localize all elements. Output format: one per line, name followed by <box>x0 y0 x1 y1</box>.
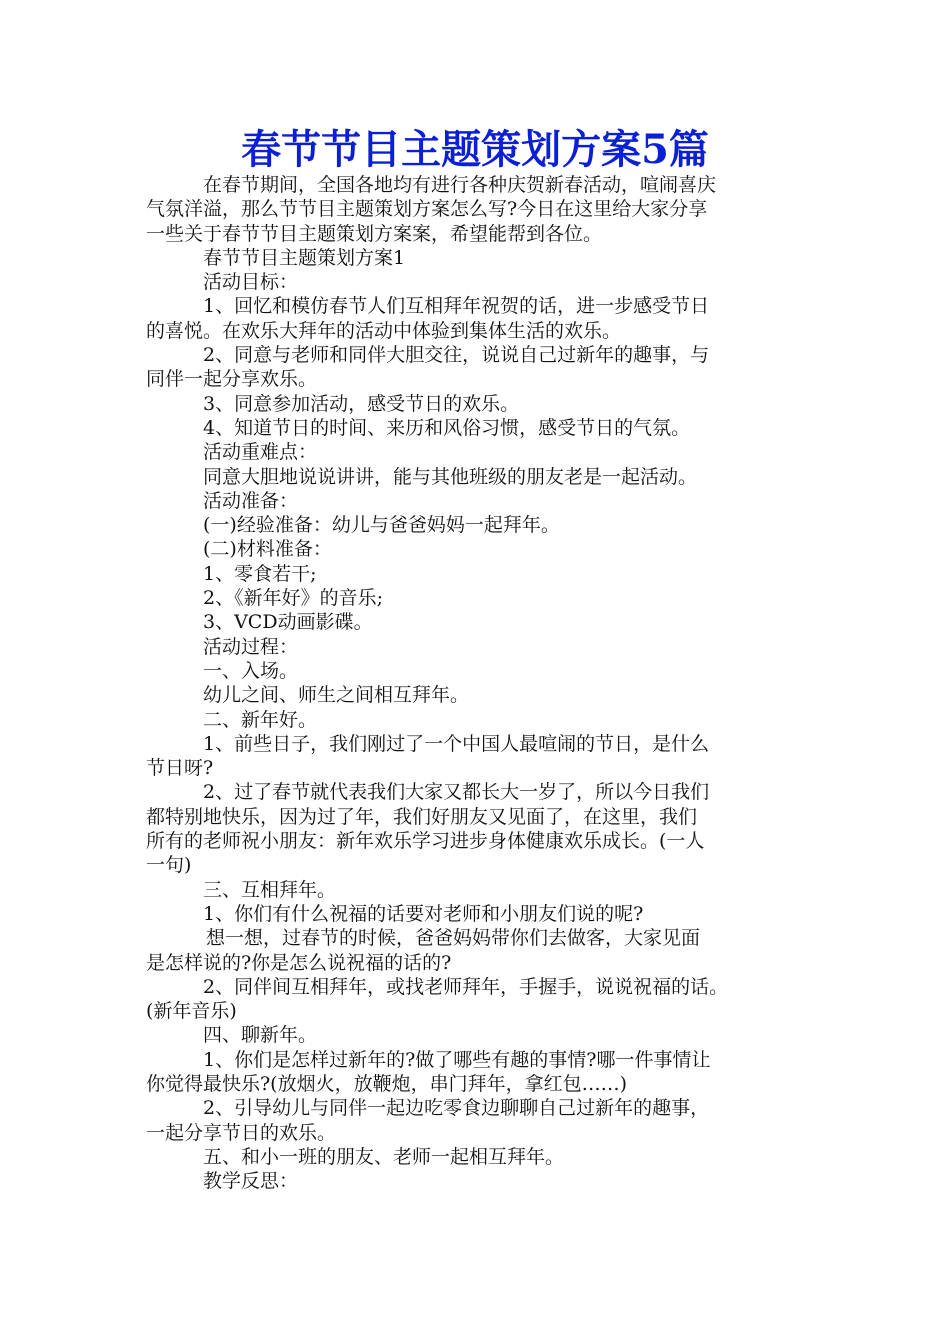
text-line: (一)经验准备：幼儿与爸爸妈妈一起拜年。 <box>203 514 560 537</box>
text-line: 同意大胆地说说讲讲，能与其他班级的朋友老是一起活动。 <box>203 465 698 488</box>
text-line: 在春节期间，全国各地均有进行各种庆贺新春活动，喧闹喜庆 <box>203 174 717 196</box>
text-line: 三、互相拜年。 <box>203 878 337 901</box>
text-line: 你觉得最快乐?(放烟火，放鞭炮，串门拜年，拿红包……) <box>146 1072 628 1095</box>
text-line: 二、新年好。 <box>203 708 318 731</box>
text-line: 1、回忆和模仿春节人们互相拜年祝贺的话，进一步感受节日 <box>203 295 710 318</box>
text-line: 3、VCD动画影碟。 <box>203 611 373 634</box>
text-line: 节日呀? <box>146 757 214 780</box>
text-line: 活动重难点： <box>203 441 318 464</box>
text-line: 1、零食若干; <box>203 562 317 585</box>
text-line: 春节节目主题策划方案1 <box>203 246 406 269</box>
text-line: 1、你们是怎样过新年的?做了哪些有趣的事情?哪一件事情让 <box>203 1048 711 1071</box>
text-line: 教学反思： <box>203 1170 299 1193</box>
text-line: (二)材料准备： <box>203 538 332 561</box>
text-line: 所有的老师祝小朋友：新年欢乐学习进步身体健康欢乐成长。(一人 <box>146 830 705 853</box>
text-line: 1、你们有什么祝福的话要对老师和小朋友们说的呢? <box>203 902 644 925</box>
text-line: 2、过了春节就代表我们大家又都长大一岁了，所以今日我们 <box>203 781 710 804</box>
text-line: 都特别地快乐，因为过了年，我们好朋友又见面了，在这里，我们 <box>146 805 698 828</box>
text-line: 想一想，过春节的时候，爸爸妈妈带你们去做客，大家见面 <box>206 927 701 950</box>
text-line: 气氛洋溢，那么节节目主题策划方案怎么写?今日在这里给大家分享 <box>146 198 708 221</box>
text-line: 一起分享节日的欢乐。 <box>146 1121 337 1144</box>
text-line: 1、前些日子，我们刚过了一个中国人最喧闹的节日，是什么 <box>203 732 710 755</box>
text-line: 2、《新年好》的音乐; <box>203 587 383 610</box>
text-line: 2、同意与老师和同伴大胆交往，说说自己过新年的趣事，与 <box>203 344 710 367</box>
text-line: 同伴一起分享欢乐。 <box>146 368 318 391</box>
text-line: 五、和小一班的朋友、老师一起相互拜年。 <box>203 1145 565 1168</box>
text-line: 一句) <box>146 854 192 877</box>
text-line: 2、同伴间互相拜年，或找老师拜年，手握手，说说祝福的话。 <box>203 975 729 998</box>
text-line: 一、入场。 <box>203 659 299 682</box>
text-line: 3、同意参加活动，感受节日的欢乐。 <box>203 392 520 415</box>
text-line: 是怎样说的?你是怎么说祝福的话的? <box>146 951 452 974</box>
text-line: 活动过程： <box>203 635 299 658</box>
text-line: (新年音乐) <box>146 1000 237 1023</box>
document-body <box>146 173 822 1193</box>
text-line: 2、引导幼儿与同伴一起边吃零食边聊聊自己过新年的趣事， <box>203 1097 710 1120</box>
text-line: 活动准备： <box>203 489 299 512</box>
text-line: 一些关于春节节目主题策划方案案，希望能帮到各位。 <box>146 222 603 245</box>
text-line: 4、知道节日的时间、来历和风俗习惯，感受节日的气氛。 <box>203 416 691 439</box>
text-line: 的喜悦。在欢乐大拜年的活动中体验到集体生活的欢乐。 <box>146 319 622 342</box>
text-line: 四、聊新年。 <box>203 1024 318 1047</box>
document-title: 春节节目主题策划方案5篇 <box>241 126 709 173</box>
text-line: 活动目标： <box>203 271 299 294</box>
text-line: 幼儿之间、师生之间相互拜年。 <box>203 684 470 707</box>
